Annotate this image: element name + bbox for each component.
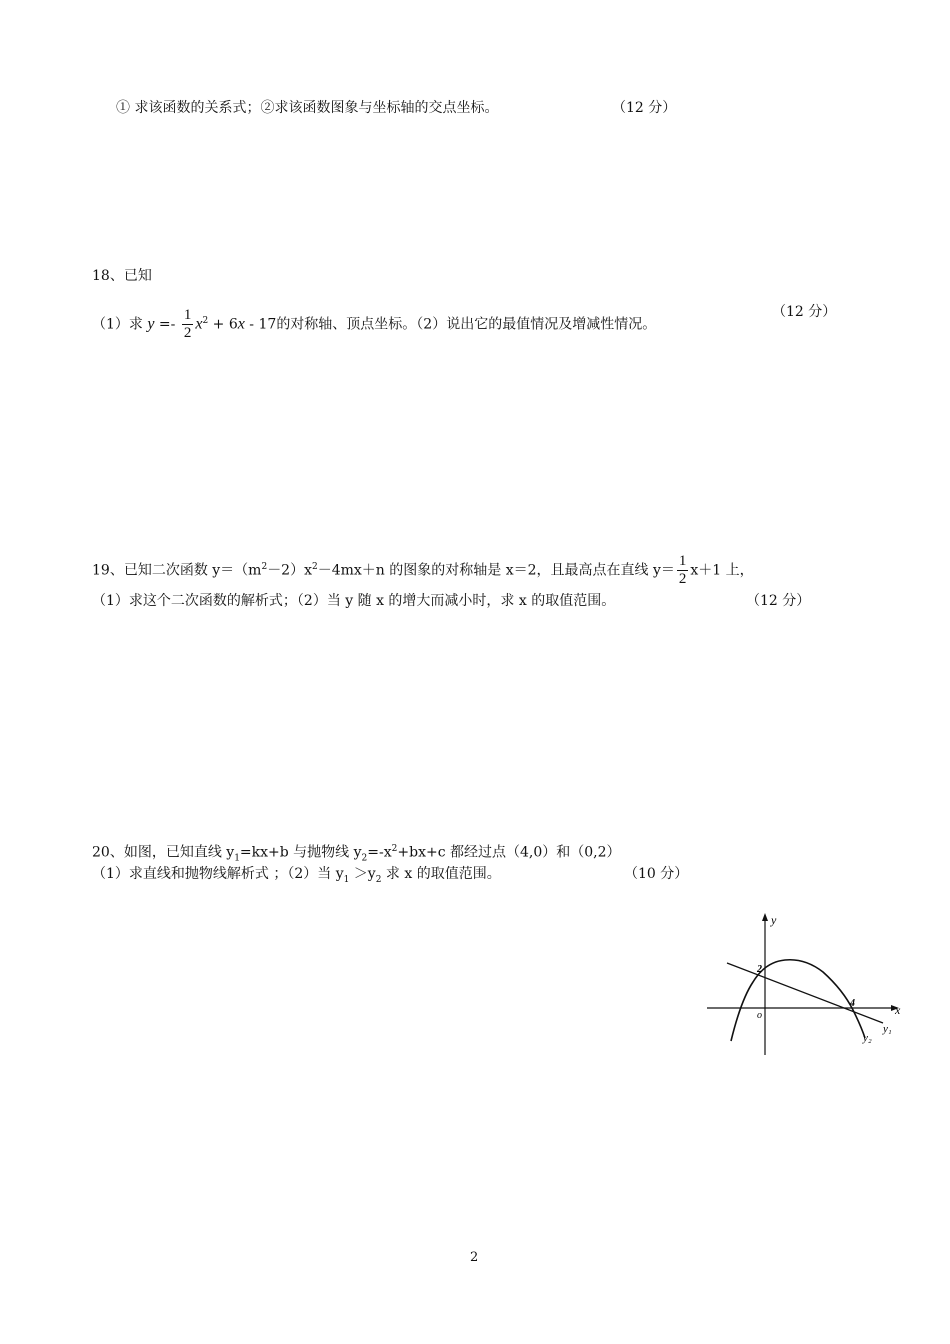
q18-frac-den: 2 [183, 325, 192, 342]
q17-score: （12 分） [612, 100, 677, 116]
q20-line2c: 求 x 的取值范围。 [381, 866, 501, 882]
origin-label: o [757, 1010, 762, 1021]
y-axis-arrow [762, 913, 768, 921]
q20-s2: 2 [361, 853, 368, 864]
q19-part1: 19、已知二次函数 y＝（m [92, 562, 262, 579]
q20-p1: 20、如图，已知直线 y [92, 844, 235, 861]
q18-heading: 18、已知 [92, 268, 152, 284]
point-4-label: 4 [850, 998, 855, 1009]
q19-part2: －2）x [267, 562, 312, 579]
q17-body: ① 求该函数的关系式；②求该函数图象与坐标轴的交点坐标。 [116, 100, 499, 116]
q20-line2 [92, 864, 501, 890]
q18-eq-end: - 17 [244, 316, 277, 333]
q19-sup1: 2 [261, 562, 268, 572]
q18-eq-sup: 2 [202, 316, 209, 326]
q19-fraction [677, 553, 689, 588]
q18-frac-num: 1 [183, 307, 192, 324]
q19-part3: －4mx＋n 的图象的对称轴是 x＝2，且最高点在直线 y＝ [317, 562, 675, 579]
q20-p4: +bx+c 都经过点（4,0）和（0,2） [397, 844, 621, 861]
q19-line2: （1）求这个二次函数的解析式；（2）当 y 随 x 的增大而减小时，求 x 的取值范围。 [92, 593, 616, 609]
q19-part4: x＋1 上， [690, 562, 754, 579]
q18-prefix: （1）求 [92, 316, 143, 333]
q20-line2s2: 2 [375, 874, 382, 885]
line-y1 [727, 963, 883, 1023]
q20-s3: 2 [391, 844, 398, 854]
page-number: 2 [470, 1250, 479, 1265]
q19-sup2: 2 [312, 562, 318, 572]
q18-fraction [182, 307, 194, 342]
q18-suffix: 的对称轴、顶点坐标。（2）说出它的最值情况及增减性情况。 [276, 316, 657, 333]
q20-p2: =kx+b 与抛物线 y [239, 844, 362, 861]
q20-graph [705, 910, 905, 1060]
y-axis-label: y [771, 913, 777, 927]
q18-score: （12 分） [772, 304, 837, 320]
q18-eq-eq: =- [154, 316, 180, 333]
q18-eq-y: y [147, 315, 155, 333]
q19-frac-num: 1 [678, 553, 687, 570]
q20-s1: 1 [234, 853, 240, 864]
q17-text [116, 98, 498, 118]
q20-p3: =-x [367, 844, 392, 861]
y2-label: y₂ [863, 1032, 872, 1044]
q18-eq-x: x [195, 315, 203, 333]
q20-line2b: ＞y [349, 866, 376, 882]
q19-score: （12 分） [746, 593, 811, 609]
point-2-label: 2 [757, 964, 762, 975]
q20-score: （10 分） [624, 866, 689, 882]
y1-label: y₁ [883, 1023, 892, 1035]
q18-eq-rest: + 6 [208, 316, 238, 333]
q18-eq-x2: x [237, 315, 245, 333]
q20-line2s1: 1 [343, 874, 350, 885]
q20-line2a: （1）求直线和抛物线解析式 ；（2）当 y [92, 866, 344, 882]
q18-line [92, 302, 656, 344]
x-axis-label: x [895, 1003, 901, 1017]
q19-line1 [92, 548, 754, 590]
q19-frac-den: 2 [678, 571, 687, 588]
